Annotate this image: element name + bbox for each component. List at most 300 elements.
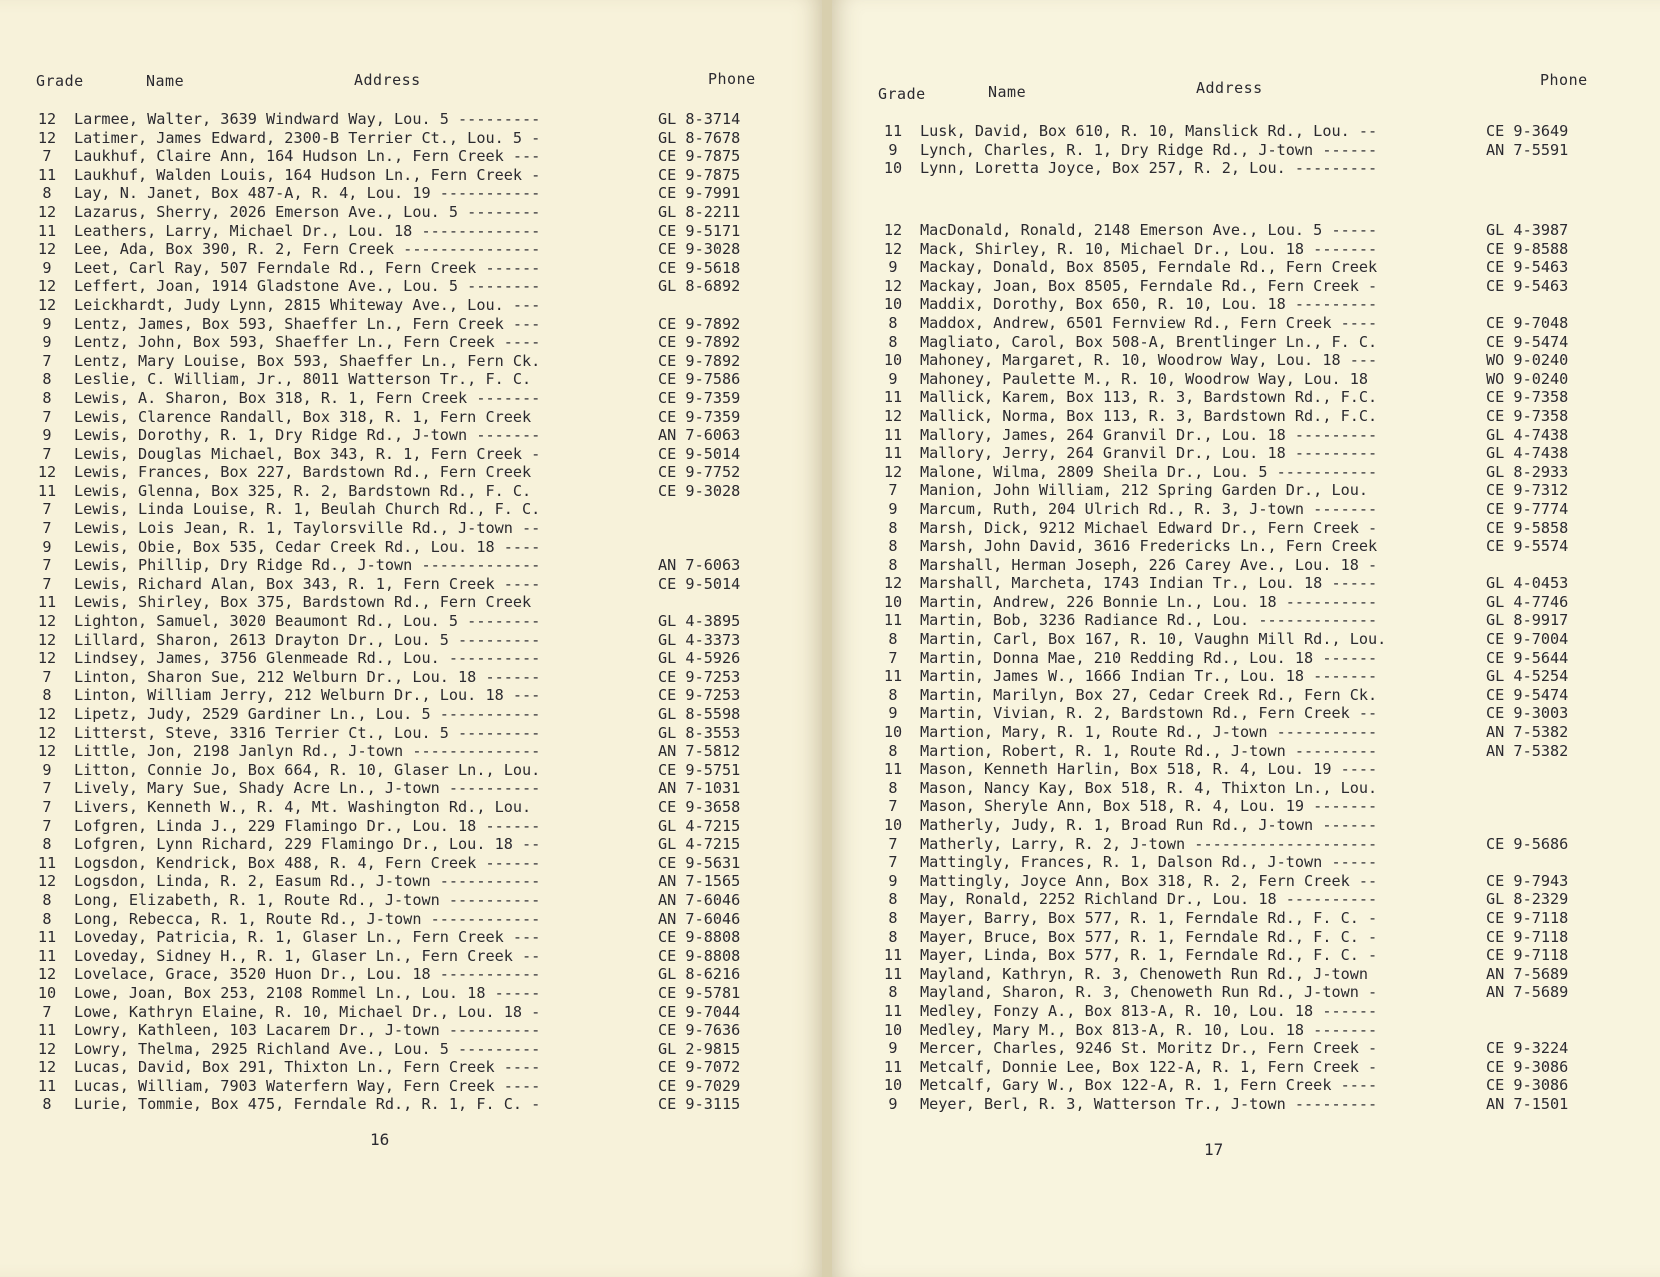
name-address: Logsdon, Linda, R. 2, Easum Rd., J-town ----------- [74,872,541,891]
grade-value: 9 [888,369,898,388]
name-address: Little, Jon, 2198 Janlyn Rd., J-town -------------- [74,742,541,761]
directory-entry [28,779,818,798]
name-address: Marsh, John David, 3616 Fredericks Ln., Fern Creek [920,537,1378,556]
grade-value: 9 [888,1039,898,1058]
directory-entry [874,463,1654,482]
name-address: Maddix, Dorothy, Box 650, R. 10, Lou. 18 --------- [920,295,1378,314]
phone-number: CE 9-5463 [1486,258,1569,277]
phone-number: GL 8-5598 [658,705,741,723]
name-address: Medley, Mary M., Box 813-A, R. 10, Lou. 18 ------- [920,1020,1378,1039]
phone-number: CE 9-3224 [1486,1039,1569,1058]
directory-entry [28,1040,818,1059]
phone-number: GL 8-2933 [1486,462,1569,481]
grade-value: 12 [37,110,57,128]
name-address: Magliato, Carol, Box 508-A, Brentlinger Ln., F. C. [920,332,1378,351]
name-address: Long, Elizabeth, R. 1, Route Rd., J-town ---------- [74,890,541,909]
name-address: Litterst, Steve, 3316 Terrier Ct., Lou. 5 --------- [74,723,541,742]
grade-value: 7 [42,816,52,835]
directory-entry [874,816,1654,835]
name-address: Lofgren, Linda J., 229 Flamingo Dr., Lou. 18 ------ [74,816,541,835]
directory-entry [874,1058,1654,1077]
grade-value: 8 [888,890,898,909]
name-address: Lewis, Dorothy, R. 1, Dry Ridge Rd., J-town ------- [74,426,541,445]
grade-value: 9 [888,140,898,159]
grade-value: 11 [883,964,903,983]
directory-entry [28,631,818,650]
name-address: Martin, Vivian, R. 2, Bardstown Rd., Fern Creek -- [920,704,1378,723]
directory-entry [28,538,818,557]
name-address: Matherly, Larry, R. 2, J-town -------------------- [920,834,1378,853]
name-address: Lewis, Lois Jean, R. 1, Taylorsville Rd., J-town -- [74,519,541,538]
grade-value: 8 [42,184,52,203]
phone-number: CE 9-3028 [658,481,741,500]
grade-value: 8 [42,686,52,705]
directory-entry [874,593,1654,612]
phone-number: GL 8-3714 [658,110,741,128]
directory-entry [28,519,818,538]
grade-value: 9 [42,537,52,556]
phone-number: GL 8-6216 [658,965,741,984]
directory-entry [28,761,818,780]
grade-value: 9 [42,760,52,779]
name-address: Mackay, Joan, Box 8505, Ferndale Rd., Fern Creek - [920,276,1378,295]
name-address: Maddox, Andrew, 6501 Fernview Rd., Fern Creek ---- [920,313,1378,332]
name-address: Lynn, Loretta Joyce, Box 257, R. 2, Lou. --------- [920,159,1378,178]
right-page [832,0,1660,1277]
name-address: Lewis, Richard Alan, Box 343, R. 1, Fern Creek ---- [74,574,541,593]
name-address: Malone, Wilma, 2809 Sheila Dr., Lou. 5 ----------- [920,462,1378,481]
directory-entry [28,315,818,334]
name-address: Mayland, Kathryn, R. 3, Chenoweth Run Rd., J-town [920,964,1369,983]
phone-number: CE 9-7044 [658,1002,741,1021]
name-address: Martin, Donna Mae, 210 Redding Rd., Lou. 18 ------ [920,648,1378,667]
grade-value: 11 [883,1001,903,1020]
directory-entry [874,388,1654,407]
name-address: Martin, Carl, Box 167, R. 10, Vaughn Mill Rd., Lou. [920,630,1387,649]
phone-number: GL 2-9815 [658,1039,741,1058]
grade-value: 8 [888,741,898,760]
grade-value: 12 [883,276,903,295]
grade-value: 8 [888,313,898,332]
grade-value: 9 [42,258,52,277]
directory-entry [28,370,818,389]
directory-entry [28,445,818,464]
grade-value: 11 [883,760,903,779]
phone-number: CE 9-7118 [1486,946,1569,965]
phone-number: GL 8-7678 [658,128,741,147]
name-address: Lillard, Sharon, 2613 Drayton Dr., Lou. 5 --------- [74,630,541,649]
directory-entry [874,797,1654,816]
directory-entry [28,668,818,687]
directory-entry [28,1077,818,1096]
name-address: Mallick, Norma, Box 113, R. 3, Bardstown Rd., F.C. [920,406,1378,425]
name-address: Mallory, James, 264 Granvil Dr., Lou. 18 --------- [920,425,1378,444]
name-address: Medley, Fonzy A., Box 813-A, R. 10, Lou. 18 ------ [920,1001,1378,1020]
directory-entry [28,184,818,203]
directory-entry [28,389,818,408]
name-address: Martin, Bob, 3236 Radiance Rd., Lou. ------------- [920,611,1378,630]
phone-number: CE 9-5781 [658,983,741,1002]
grade-value: 8 [42,909,52,928]
phone-number: CE 9-7991 [658,184,741,203]
grade-value: 12 [37,277,57,296]
left-listing [28,110,818,1114]
name-address: Lewis, Linda Louise, R. 1, Beulah Church Rd., F. C. [74,500,541,519]
name-address: Martin, Andrew, 226 Bonnie Ln., Lou. 18 ---------- [920,592,1378,611]
grade-value: 11 [37,1021,57,1040]
grade-value: 7 [42,444,52,463]
phone-number: AN 7-6046 [658,890,741,909]
phone-number: CE 9-5014 [658,574,741,593]
directory-entry [874,258,1654,277]
directory-entry [28,110,818,129]
name-address: Leickhardt, Judy Lynn, 2815 Whiteway Ave., Lou. --- [74,295,541,314]
binding-gutter [822,0,832,1277]
grade-value: 8 [888,630,898,649]
phone-number: CE 9-7636 [658,1021,741,1040]
phone-number: GL 4-5926 [658,649,741,668]
phone-number: CE 9-7359 [658,407,741,426]
grade-value: 8 [42,1095,52,1114]
phone-number: GL 8-3553 [658,723,741,742]
grade-value: 11 [37,165,57,184]
directory-entry [874,872,1654,891]
name-address: Lee, Ada, Box 390, R. 2, Fern Creek --------------- [74,240,541,259]
name-address: Martin, James W., 1666 Indian Tr., Lou. 18 ------- [920,667,1378,686]
directory-entry [874,667,1654,686]
name-address: Mack, Shirley, R. 10, Michael Dr., Lou. 18 ------- [920,239,1378,258]
name-address: Meyer, Berl, R. 3, Watterson Tr., J-town --------- [920,1094,1378,1113]
name-address: Lucas, David, Box 291, Thixton Ln., Fern Creek ---- [74,1058,541,1077]
directory-entry [28,798,818,817]
directory-entry [874,946,1654,965]
name-address: Metcalf, Donnie Lee, Box 122-A, R. 1, Fern Creek - [920,1057,1378,1076]
name-address: Mason, Sheryle Ann, Box 518, R. 4, Lou. 19 ------- [920,797,1378,816]
grade-value: 9 [888,1094,898,1113]
directory-entry [28,277,818,296]
grade-value: 8 [42,388,52,407]
directory-entry [874,704,1654,723]
grade-value: 8 [888,778,898,797]
phone-number: CE 9-7004 [1486,630,1569,649]
directory-entry [28,147,818,166]
phone-number: CE 9-5644 [1486,648,1569,667]
grade-value: 11 [37,946,57,965]
phone-number: AN 7-5689 [1486,983,1569,1002]
name-address: Martin, Marilyn, Box 27, Cedar Creek Rd., Fern Ck. [920,685,1378,704]
directory-entry [874,351,1654,370]
directory-entry [874,333,1654,352]
phone-number: CE 9-7029 [658,1076,741,1095]
name-address: Lowry, Thelma, 2925 Richland Ave., Lou. 5 --------- [74,1039,541,1058]
name-address: Mackay, Donald, Box 8505, Ferndale Rd., Fern Creek [920,258,1378,277]
directory-entry [28,649,818,668]
name-address: Lewis, Obie, Box 535, Cedar Creek Rd., Lou. 18 ---- [74,537,541,556]
directory-entry [874,1021,1654,1040]
name-address: Mayer, Barry, Box 577, R. 1, Ferndale Rd., F. C. - [920,908,1378,927]
grade-value: 12 [37,872,57,891]
directory-entry [28,482,818,501]
directory-entry [28,575,818,594]
directory-entry [874,295,1654,314]
name-address: Loveday, Sidney H., R. 1, Glaser Ln., Fern Creek -- [74,946,541,965]
grade-value: 10 [883,592,903,611]
directory-entry [874,965,1654,984]
phone-number: CE 9-5463 [1486,276,1569,295]
left-page [0,0,822,1277]
phone-number: AN 7-6063 [658,556,741,575]
phone-number: CE 9-5618 [658,258,741,277]
name-address: Manion, John William, 212 Spring Garden Dr., Lou. [920,481,1369,500]
phone-number: CE 9-7358 [1486,406,1569,425]
phone-header: Phone [708,70,756,88]
directory-entry [28,500,818,519]
grade-value: 11 [37,221,57,240]
phone-header: Phone [1540,71,1588,89]
phone-number: CE 9-7253 [658,686,741,705]
phone-number: GL 8-9917 [1486,611,1569,630]
directory-entry [874,909,1654,928]
phone-number: CE 9-7892 [658,333,741,352]
directory-entry [874,426,1654,445]
name-address: Lewis, Douglas Michael, Box 343, R. 1, Fern Creek - [74,444,541,463]
grade-value: 11 [37,593,57,612]
grade-value: 12 [37,240,57,259]
phone-number: CE 9-7943 [1486,871,1569,890]
phone-number: GL 4-3895 [658,612,741,631]
phone-number: CE 9-3115 [658,1095,741,1114]
directory-entry [874,649,1654,668]
name-address: Leet, Carl Ray, 507 Ferndale Rd., Fern Creek ------ [74,258,541,277]
name-address: Lowe, Kathryn Elaine, R. 10, Michael Dr., Lou. 18 - [74,1002,541,1021]
name-address: Lusk, David, Box 610, R. 10, Manslick Rd., Lou. -- [920,122,1378,140]
name-address: Martion, Robert, R. 1, Route Rd., J-town --------- [920,741,1378,760]
directory-entry [28,240,818,259]
directory-entry [874,537,1654,556]
phone-number: CE 9-7048 [1486,313,1569,332]
directory-entry [28,333,818,352]
phone-number: AN 7-1031 [658,779,741,798]
name-address: Mattingly, Joyce Ann, Box 318, R. 2, Fern Creek -- [920,871,1378,890]
directory-entry [28,1003,818,1022]
directory-entry [28,1058,818,1077]
phone-number: CE 9-5171 [658,221,741,240]
directory-entry [28,965,818,984]
phone-number: AN 7-5382 [1486,741,1569,760]
directory-entry [874,574,1654,593]
name-header: Name [988,83,1027,101]
directory-entry [874,500,1654,519]
grade-value: 12 [37,1039,57,1058]
grade-value: 7 [888,834,898,853]
phone-number: CE 9-7358 [1486,388,1569,407]
grade-value: 7 [888,853,898,872]
name-address: Lazarus, Sherry, 2026 Emerson Ave., Lou. 5 -------- [74,202,541,221]
phone-number: CE 9-5014 [658,444,741,463]
name-address: Laukhuf, Claire Ann, 164 Hudson Ln., Fern Creek --- [74,147,541,166]
directory-entry [28,593,818,612]
grade-value: 8 [42,890,52,909]
grade-value: 10 [883,351,903,370]
grade-value: 12 [37,1058,57,1077]
grade-value: 8 [888,537,898,556]
grade-value: 10 [883,1076,903,1095]
directory-entry [28,352,818,371]
directory-entry [874,630,1654,649]
name-address: Mattingly, Frances, R. 1, Dalson Rd., J-town ----- [920,853,1378,872]
grade-value: 11 [883,444,903,463]
grade-value: 11 [37,853,57,872]
grade-value: 11 [883,611,903,630]
name-address: Lowry, Kathleen, 103 Lacarem Dr., J-town ---------- [74,1021,541,1040]
phone-number: AN 7-6046 [658,909,741,928]
grade-header: Grade [878,85,926,103]
grade-value: 8 [888,518,898,537]
phone-number: CE 9-3086 [1486,1057,1569,1076]
directory-entry [874,1002,1654,1021]
phone-number: CE 9-3028 [658,240,741,259]
name-address: Lentz, James, Box 593, Shaeffer Ln., Fern Creek --- [74,314,541,333]
grade-value: 8 [888,332,898,351]
directory-entry [28,1021,818,1040]
name-address: Lentz, Mary Louise, Box 593, Shaeffer Ln., Fern Ck. [74,351,541,370]
directory-entry [874,314,1654,333]
directory-entry [28,408,818,427]
grade-value: 7 [42,500,52,519]
directory-entry [28,872,818,891]
grade-value: 9 [888,258,898,277]
directory-entry [874,983,1654,1002]
directory-entry [874,240,1654,259]
grade-header: Grade [36,72,84,90]
directory-entry [28,129,818,148]
name-address: MacDonald, Ronald, 2148 Emerson Ave., Lou. 5 ----- [920,221,1378,239]
phone-number: AN 7-5812 [658,742,741,761]
grade-value: 7 [42,407,52,426]
directory-entry [874,519,1654,538]
grade-value: 7 [888,648,898,667]
phone-number: AN 7-1565 [658,872,741,891]
directory-entry [28,556,818,575]
name-address: Mercer, Charles, 9246 St. Moritz Dr., Fern Creek - [920,1039,1378,1058]
phone-number: AN 7-5689 [1486,964,1569,983]
phone-number: GL 4-3373 [658,630,741,649]
grade-value: 12 [883,239,903,258]
phone-number: GL 4-7746 [1486,592,1569,611]
grade-value: 11 [883,1057,903,1076]
grade-value: 10 [883,816,903,834]
phone-number: GL 4-7215 [658,816,741,835]
name-address: Lindsey, James, 3756 Glenmeade Rd., Lou. ---------- [74,649,541,668]
phone-number: CE 9-5858 [1486,518,1569,537]
phone-number: GL 4-3987 [1486,221,1569,239]
name-address: Marshall, Marcheta, 1743 Indian Tr., Lou. 18 ----- [920,574,1378,593]
directory-entry [28,296,818,315]
name-address: Lucas, William, 7903 Waterfern Way, Fern Creek ---- [74,1076,541,1095]
name-address: Lentz, John, Box 593, Shaeffer Ln., Fern Creek ---- [74,333,541,352]
name-address: Mayer, Linda, Box 577, R. 1, Ferndale Rd., F. C. - [920,946,1378,965]
directory-entry [874,556,1654,575]
name-address: Lewis, Phillip, Dry Ridge Rd., J-town ------------- [74,556,541,575]
name-address: Litton, Connie Jo, Box 664, R. 10, Glaser Ln., Lou. [74,760,541,779]
directory-entry [28,612,818,631]
name-address: Marshall, Herman Joseph, 226 Carey Ave., Lou. 18 - [920,555,1378,574]
grade-value: 8 [888,908,898,927]
name-address: Lay, N. Janet, Box 487-A, R. 4, Lou. 19 ----------- [74,184,541,203]
phone-number: AN 7-5591 [1486,140,1569,159]
directory-entry [874,141,1654,160]
grade-value: 10 [883,159,903,178]
directory-entry [28,724,818,743]
directory-entry [874,611,1654,630]
phone-number: GL 8-6892 [658,277,741,296]
grade-value: 7 [42,556,52,575]
grade-value: 9 [42,333,52,352]
grade-value: 12 [37,705,57,723]
directory-entry [28,705,818,724]
phone-number: GL 4-7215 [658,835,741,854]
directory-entry [874,159,1654,178]
phone-number: GL 4-7438 [1486,444,1569,463]
directory-entry [28,463,818,482]
grade-value: 8 [888,983,898,1002]
grade-value: 11 [37,1076,57,1095]
grade-value: 8 [42,835,52,854]
grade-value: 12 [883,221,903,239]
phone-number: CE 9-7118 [1486,927,1569,946]
phone-number: CE 9-7586 [658,370,741,389]
name-address: Lovelace, Grace, 3520 Huon Dr., Lou. 18 ----------- [74,965,541,984]
name-address: Larmee, Walter, 3639 Windward Way, Lou. 5 --------- [74,110,541,128]
name-address: Martion, Mary, R. 1, Route Rd., J-town ----------- [920,723,1378,742]
directory-entry [874,370,1654,389]
directory-entry [874,122,1654,141]
phone-number: GL 4-7438 [1486,425,1569,444]
grade-value: 11 [883,667,903,686]
name-address: Mallick, Karem, Box 113, R. 3, Bardstown Rd., F.C. [920,388,1378,407]
grade-value: 11 [883,946,903,965]
directory-entry [28,928,818,947]
grade-value: 12 [37,630,57,649]
name-address: Mason, Nancy Kay, Box 518, R. 4, Thixton Ln., Lou. [920,778,1378,797]
grade-value: 12 [37,128,57,147]
directory-entry [874,277,1654,296]
grade-value: 10 [37,983,57,1002]
grade-value: 7 [42,667,52,686]
grade-value: 12 [37,649,57,668]
phone-number: CE 9-5631 [658,853,741,872]
name-address: Marsh, Dick, 9212 Michael Edward Dr., Fern Creek - [920,518,1378,537]
phone-number: CE 9-5474 [1486,332,1569,351]
grade-value: 12 [37,965,57,984]
directory-entry [28,817,818,836]
directory-entry [28,835,818,854]
grade-value: 11 [883,122,903,140]
directory-entry [874,723,1654,742]
name-address: Leffert, Joan, 1914 Gladstone Ave., Lou. 5 -------- [74,277,541,296]
phone-number: CE 9-8808 [658,946,741,965]
directory-entry [28,259,818,278]
grade-value: 11 [883,425,903,444]
name-address: Lipetz, Judy, 2529 Gardiner Ln., Lou. 5 ----------- [74,705,541,723]
phone-number: CE 9-7118 [1486,908,1569,927]
name-address: Mallory, Jerry, 264 Granvil Dr., Lou. 18 --------- [920,444,1378,463]
name-address: Lewis, A. Sharon, Box 318, R. 1, Fern Creek ------- [74,388,541,407]
phone-number: CE 9-7752 [658,463,741,482]
directory-entry [28,426,818,445]
grade-value: 11 [37,481,57,500]
directory-entry [28,947,818,966]
